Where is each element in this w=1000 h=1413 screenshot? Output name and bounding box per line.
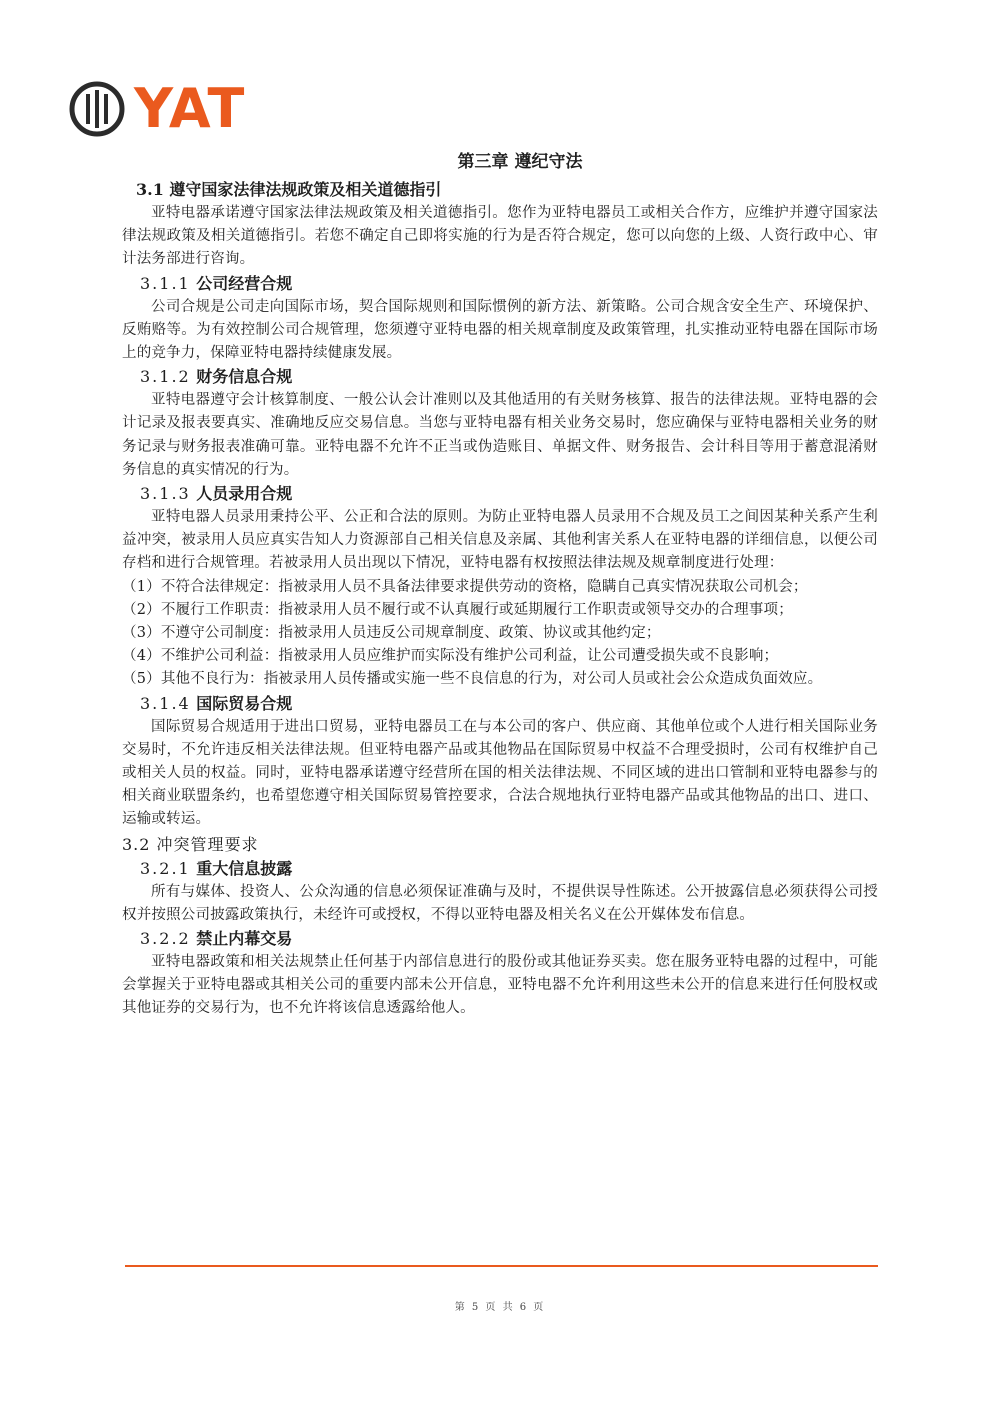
subsection-heading-3-1-4 bbox=[122, 692, 878, 716]
section-heading-3-2: 3.2 冲突管理要求 bbox=[122, 834, 259, 854]
subsection-title: 公司经营合规 bbox=[196, 273, 293, 293]
list-item: （4）不维护公司利益：指被录用人员应维护而实际没有维护公司利益，让公司遭受损失或不良影响； bbox=[122, 648, 779, 665]
chapter-title: 第三章 遵纪守法 bbox=[457, 152, 583, 172]
subsection-title: 禁止内幕交易 bbox=[196, 929, 293, 949]
subsection-number: 3.1.3 bbox=[140, 484, 191, 504]
subsection-heading-3-2-1 bbox=[122, 857, 878, 881]
subsection-3-2-1-body: 所有与媒体、投资人、公众沟通的信息必须保证准确与及时，不提供误导性陈述。公开披露信息必须获得公司授权并按照公司披露政策执行，未经许可或授权，不得以亚特电器及相关名义在公开媒体发布信息。 bbox=[122, 883, 878, 923]
subsection-number: 3.1.2 bbox=[140, 367, 191, 387]
subsection-heading-3-1-2 bbox=[122, 365, 878, 389]
logo-wordmark: YAT bbox=[134, 77, 246, 140]
list-item: （2）不履行工作职责：指被录用人员不履行或不认真履行或延期履行工作职责或领导交办的合理事项； bbox=[122, 601, 793, 618]
subsection-title: 国际贸易合规 bbox=[196, 693, 293, 713]
subsection-3-2-2-body: 亚特电器政策和相关法规禁止任何基于内部信息进行的股份或其他证券买卖。您在服务亚特电器的过程中，可能会掌握关于亚特电器或其相关公司的重要内部未公开信息，亚特电器不允许利用这些未公开的信息来进行任何股权或其他证券的交易行为，也不允许将该信息透露给他人。 bbox=[122, 954, 878, 1017]
subsection-heading-3-1-1 bbox=[122, 272, 878, 296]
subsection-title: 重大信息披露 bbox=[196, 858, 293, 878]
page-number: 第 5 页 共 6 页 bbox=[454, 1302, 546, 1313]
subsection-heading-3-1-3 bbox=[122, 482, 878, 506]
footer-divider bbox=[125, 1265, 878, 1267]
subsection-number: 3.2.2 bbox=[140, 929, 191, 949]
list-item: （1）不符合法律规定：指被录用人员不具备法律要求提供劳动的资格，隐瞒自己真实情况获取公司机会； bbox=[122, 578, 808, 595]
subsection-number: 3.2.1 bbox=[140, 858, 191, 878]
list-item: （3）不遵守公司制度：指被录用人员违反公司规章制度、政策、协议或其他约定； bbox=[122, 625, 661, 642]
subsection-number: 3.1.4 bbox=[140, 693, 191, 713]
company-logo bbox=[68, 77, 258, 142]
yat-emblem-icon bbox=[68, 80, 126, 138]
subsection-heading-3-2-2 bbox=[122, 927, 878, 951]
subsection-3-1-4-body: 国际贸易合规适用于进出口贸易，亚特电器员工在与本公司的客户、供应商、其他单位或个人进行相关国际业务交易时，不允许违反相关法律法规。但亚特电器产品或其他物品在国际贸易中权益不合理受损时，公司有权维护自己或相关人员的权益。同时，亚特电器承诺遵守经营所在国的相关法律法规、不同区域的进出口管制和亚特电器参与的相关商业联盟条约，也希望您遵守相关国际贸易管控要求，合法合规地执行亚特电器产品或其他物品的出口、进口、运输或转运。 bbox=[122, 718, 878, 828]
subsection-title: 人员录用合规 bbox=[196, 484, 293, 504]
subsection-3-1-2-body: 亚特电器遵守会计核算制度、一般公认会计准则以及其他适用的有关财务核算、报告的法律法规。亚特电器的会计记录及报表要真实、准确地反应交易信息。当您与亚特电器有相关业务交易时，您应确保与亚特电器相关业务的财务记录与财务报表准确可靠。亚特电器不允许不正当或伪造账目、单据文件、财务报告、会计科目等用于蓄意混淆财务信息的真实情况的行为。 bbox=[122, 392, 878, 478]
subsection-3-1-3-body: 亚特电器人员录用秉持公平、公正和合法的原则。为防止亚特电器人员录用不合规及员工之间因某种关系产生利益冲突，被录用人员应真实告知人力资源部自己相关信息及亲属、其他利害关系人在亚特电器的详细信息，以便公司存档和进行合规管理。若被录用人员出现以下情况，亚特电器有权按照法律法规及规章制度进行处理： bbox=[122, 509, 878, 572]
list-item: （5）其他不良行为：指被录用人员传播或实施一些不良信息的行为，对公司人员或社会公众造成负面效应。 bbox=[122, 671, 823, 688]
subsection-3-1-1-body: 公司合规是公司走向国际市场，契合国际规则和国际惯例的新方法、新策略。公司合规含安全生产、环境保护、反贿赂等。为有效控制公司合规管理，您须遵守亚特电器的相关规章制度及政策管理，扎实推动亚特电器在国际市场上的竞争力，保障亚特电器持续健康发展。 bbox=[122, 298, 878, 362]
section-heading-3-1: 3.1 遵守国家法律法规政策及相关道德指引 bbox=[136, 180, 442, 199]
section-3-1-intro: 亚特电器承诺遵守国家法律法规政策及相关道德指引。您作为亚特电器员工或相关合作方，应维护并遵守国家法律法规政策及相关道德指引。若您不确定自己即将实施的行为是否符合规定，您可以向您的上级、人资行政中心、审计法务部进行咨询。 bbox=[122, 205, 878, 268]
document-body bbox=[122, 149, 878, 1021]
subsection-title: 财务信息合规 bbox=[196, 367, 293, 387]
subsection-number: 3.1.1 bbox=[140, 273, 191, 293]
